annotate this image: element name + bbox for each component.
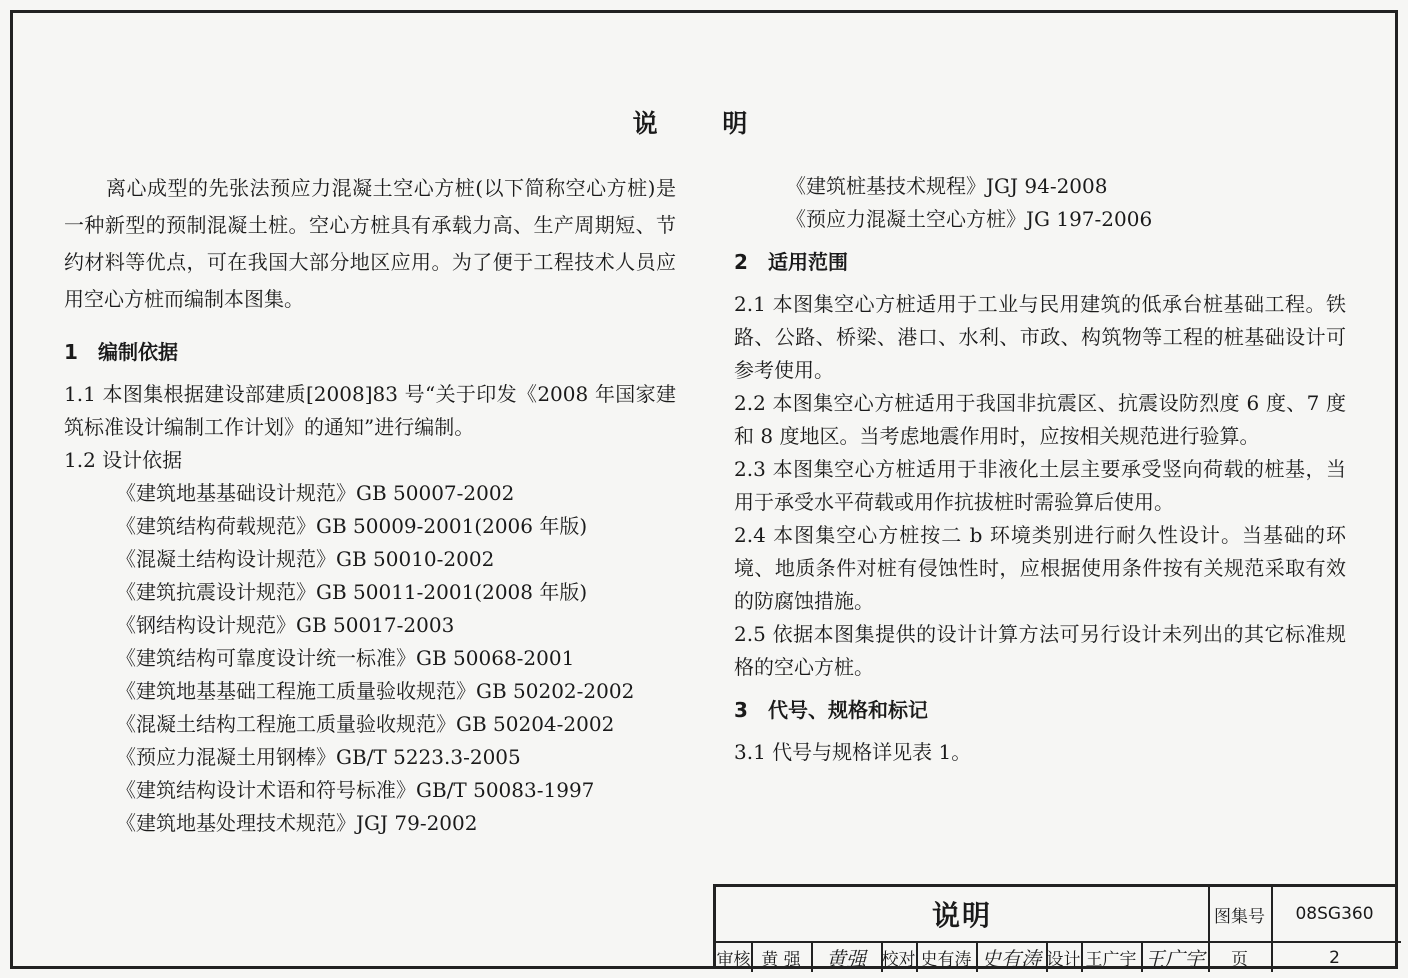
item-2-1: 2.1 本图集空心方桩适用于工业与民用建筑的低承台桩基础工程。铁路、公路、桥梁、港口、水利、市政、构筑物等工程的桩基础设计可参考使用。 — [734, 292, 1346, 382]
left-column — [64, 170, 676, 840]
page-label: 页 — [1231, 950, 1248, 970]
section-1-title: 编制依据 — [98, 340, 178, 364]
section-3-number: 3 — [734, 698, 748, 722]
reference-item: 《混凝土结构设计规范》GB 50010-2002 — [116, 547, 495, 571]
reference-item: 《钢结构设计规范》GB 50017-2003 — [116, 613, 455, 637]
right-column — [734, 170, 1346, 769]
page-number: 2 — [1329, 947, 1340, 968]
page-title: 说 明 — [632, 109, 776, 138]
item-1-1: 1.1 本图集根据建设部建质[2008]83 号“关于印发《2008 年国家建筑标准设计编制工作计划》的通知”进行编制。 — [64, 382, 676, 439]
design-label: 设计 — [1046, 950, 1081, 970]
checker-signature: 史有涛 — [981, 947, 1041, 971]
reference-item: 《建筑结构设计术语和符号标准》GB/T 50083-1997 — [116, 778, 595, 802]
intro-paragraph: 离心成型的先张法预应力混凝土空心方桩(以下简称空心方桩)是一种新型的预制混凝土桩。空心方桩具有承载力高、生产周期短、节约材料等优点，可在我国大部分地区应用。为了便于工程技术人员应用空心方桩而编制本图集。 — [64, 176, 676, 311]
section-3-heading — [734, 684, 1346, 736]
section-1-number: 1 — [64, 340, 78, 364]
reference-item: 《预应力混凝土用钢棒》GB/T 5223.3-2005 — [116, 745, 521, 769]
title-block — [713, 884, 1398, 969]
drawing-title: 说明 — [931, 899, 992, 932]
item-1-2: 1.2 设计依据 — [64, 448, 183, 472]
reference-item: 《预应力混凝土空心方桩》JG 197-2006 — [786, 207, 1153, 231]
reference-item: 《建筑结构可靠度设计统一标准》GB 50068-2001 — [116, 646, 575, 670]
reviewer-name: 黄 强 — [761, 950, 801, 970]
section-2-heading — [734, 236, 1346, 288]
designer-name: 王广宇 — [1085, 950, 1137, 970]
atlas-number: 08SG360 — [1295, 904, 1374, 924]
check-label: 校对 — [881, 950, 916, 970]
section-1-heading — [64, 326, 676, 378]
item-3-1: 3.1 代号与规格详见表 1。 — [734, 740, 972, 764]
reference-item: 《建筑地基处理技术规范》JGJ 79-2002 — [116, 811, 478, 835]
section-3-title: 代号、规格和标记 — [768, 698, 928, 722]
item-2-3: 2.3 本图集空心方桩适用于非液化土层主要承受竖向荷载的桩基，当用于承受水平荷载或用作抗拔桩时需验算后使用。 — [734, 457, 1346, 514]
item-2-4: 2.4 本图集空心方桩按二 b 环境类别进行耐久性设计。当基础的环境、地质条件对桩有侵蚀性时，应根据使用条件按有关规范采取有效的防腐蚀措施。 — [734, 523, 1346, 613]
reviewer-signature: 黄强 — [826, 947, 866, 971]
section-2-title: 适用范围 — [768, 250, 848, 274]
item-2-2: 2.2 本图集空心方桩适用于我国非抗震区、抗震设防烈度 6 度、7 度和 8 度地区。当考虑地震作用时，应按相关规范进行验算。 — [734, 391, 1346, 448]
atlas-label: 图集号 — [1214, 906, 1265, 927]
reference-item: 《建筑地基基础工程施工质量验收规范》GB 50202-2002 — [116, 679, 635, 703]
designer-signature: 王广宇 — [1144, 947, 1205, 971]
reference-item: 《建筑桩基技术规程》JGJ 94-2008 — [786, 174, 1108, 198]
reference-item: 《混凝土结构工程施工质量验收规范》GB 50204-2002 — [116, 712, 615, 736]
section-2-number: 2 — [734, 250, 748, 274]
checker-name: 史有涛 — [920, 950, 972, 970]
reference-item: 《建筑抗震设计规范》GB 50011-2001(2008 年版) — [116, 580, 588, 604]
reference-item: 《建筑结构荷载规范》GB 50009-2001(2006 年版) — [116, 514, 588, 538]
review-label: 审核 — [716, 950, 751, 970]
item-2-5: 2.5 依据本图集提供的设计计算方法可另行设计未列出的其它标准规格的空心方桩。 — [734, 622, 1346, 679]
reference-item: 《建筑地基基础设计规范》GB 50007-2002 — [116, 481, 515, 505]
